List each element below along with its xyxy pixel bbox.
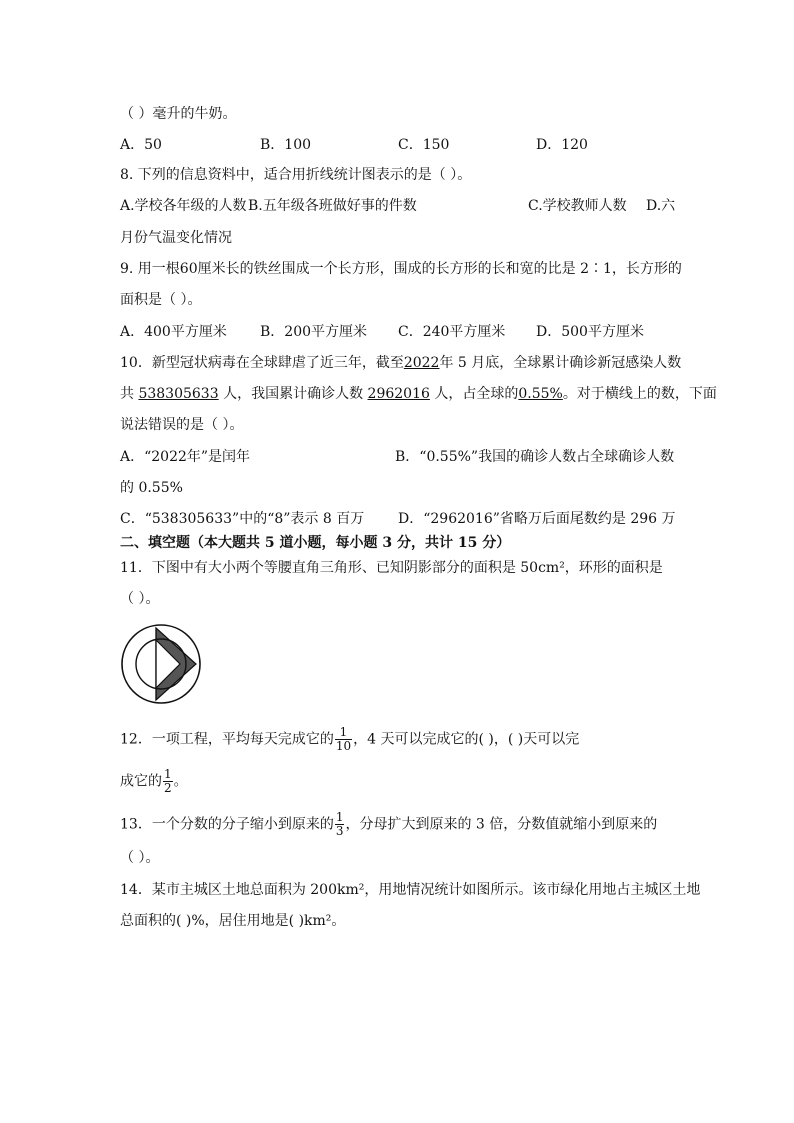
q10-year-underlined: 2022 — [403, 355, 440, 371]
fraction-one-third — [335, 811, 345, 838]
fraction-denominator: 3 — [335, 824, 344, 838]
fraction-denominator: 2 — [164, 781, 172, 795]
q7-option-c: C．150 — [398, 137, 450, 153]
q9-line-1: 9. 用一根60厘米长的铁丝围成一个长方形，围成的长方形的长和宽的比是 2∶1，长方形的 — [120, 261, 682, 277]
q8-option-c: C.学校教师人数 — [528, 198, 627, 214]
q11-line-2: （ ）。 — [120, 591, 160, 607]
q12-line-2 — [120, 768, 680, 795]
q10-global-cases-underlined: 538305633 — [138, 386, 219, 402]
q10-option-b-cont: 的 0.55% — [120, 480, 183, 496]
q10-line-3: 说法错误的是（ ）。 — [120, 417, 244, 433]
q10-china-cases-underlined: 2962016 — [367, 386, 430, 402]
fraction-numerator: 1 — [335, 810, 344, 824]
q10-option-d: D．“2962016”省略万后面尾数约是 296 万 — [398, 511, 676, 527]
q14-line-1: 14．某市主城区土地总面积为 200km²，用地情况统计如图所示。该市绿化用地占主城区土地 — [120, 882, 701, 898]
q9-line-2: 面积是（ ）。 — [120, 292, 202, 308]
q14-line-2: 总面积的( )%，居住用地是( )km²。 — [120, 913, 346, 929]
fraction-denominator: 10 — [335, 739, 352, 753]
q12-text: 。 — [173, 773, 188, 790]
q8-option-a: A.学校各年级的人数 — [120, 198, 247, 214]
q12-text: 12．一项工程，平均每天完成它的 — [120, 731, 334, 748]
q9-option-d: D．500平方厘米 — [536, 324, 644, 340]
q12-text: 成它的 — [120, 773, 162, 790]
q10-text: 。对于横线上的数，下面 — [562, 386, 717, 402]
fraction-numerator: 1 — [335, 726, 352, 740]
q7-option-a: A．50 — [120, 137, 162, 153]
q10-text: 共 — [120, 386, 139, 402]
q9-option-a: A．400平方厘米 — [120, 324, 227, 340]
q10-option-b: B．“0.55%”我国的确诊人数占全球确诊人数 — [395, 449, 675, 465]
q9-option-c: C．240平方厘米 — [398, 324, 506, 340]
q8-option-d: D.六 — [646, 198, 676, 214]
q8-stem: 8. 下列的信息资料中，适合用折线统计图表示的是（ ）。 — [120, 167, 472, 183]
q11-line-1: 11．下图中有大小两个等腰直角三角形、已知阴影部分的面积是 50cm²，环形的面积是 — [120, 560, 663, 576]
q10-text: 人，我国累计确诊人数 — [218, 386, 368, 402]
q10-percent-underlined: 0.55% — [518, 386, 563, 402]
q13-line-2: （ ）。 — [120, 850, 160, 866]
q13-text: ，分母扩大到原来的 3 倍，分数值就缩小到原来的 — [345, 816, 658, 833]
q10-line-1 — [120, 353, 680, 373]
q10-text: 年 5 月底，全球累计确诊新冠感染人数 — [439, 355, 682, 371]
section-2-heading: 二、填空题（本大题共 5 道小题，每小题 3 分，共计 15 分） — [120, 535, 511, 551]
q8-option-b: B.五年级各班做好事的件数 — [248, 198, 417, 214]
q10-option-a: A．“2022年”是闰年 — [120, 449, 251, 465]
q8-option-d-cont: 月份气温变化情况 — [120, 230, 232, 246]
q7-tail: （ ）毫升的牛奶。 — [120, 106, 237, 122]
q12-text: ，4 天可以完成它的( )，( )天可以完 — [353, 731, 580, 748]
q10-option-c: C．“538305633”中的“8”表示 8 百万 — [120, 511, 365, 527]
q10-text: 人，占全球的 — [429, 386, 519, 402]
q13-text: 13．一个分数的分子缩小到原来的 — [120, 816, 334, 833]
q9-option-b: B．200平方厘米 — [260, 324, 368, 340]
q7-option-b: B．100 — [260, 137, 312, 153]
fraction-numerator: 1 — [164, 767, 172, 781]
q13-line-1 — [120, 811, 680, 838]
q7-option-d: D．120 — [536, 137, 588, 153]
q10-text: 10．新型冠状病毒在全球肆虐了近三年，截至 — [120, 355, 404, 371]
q10-line-2 — [120, 384, 717, 404]
fraction-one-half — [163, 768, 173, 795]
q11-ring-figure — [120, 622, 204, 706]
q12-line-1 — [120, 726, 680, 753]
fraction-one-tenth — [335, 726, 352, 753]
